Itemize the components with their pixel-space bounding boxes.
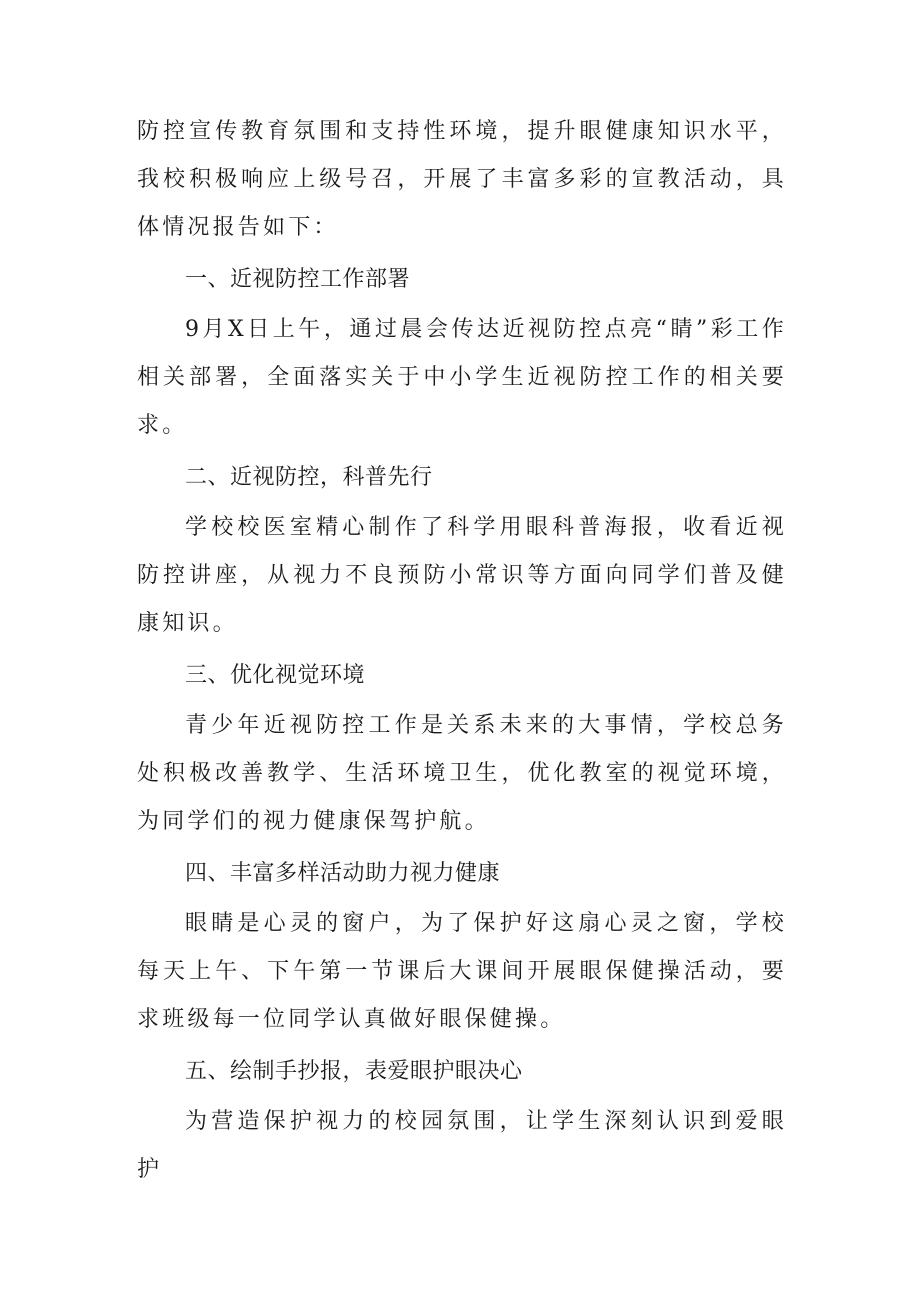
section-heading-1: 一、近视防控工作部署 (185, 267, 411, 292)
document-body (137, 108, 787, 1194)
section-body-3: 青少年近视防控工作是关系未来的大事情，学校总务处积极改善教学、生活环境卫生，优化教室的视觉环境，为同学们的视力健康保驾护航。 (137, 713, 787, 834)
section-heading-3: 三、优化视觉环境 (185, 663, 366, 688)
section-heading-4: 四、丰富多样活动助力视力健康 (185, 861, 501, 886)
section-body-1: 9月X日上午，通过晨会传达近视防控点亮“睛”彩工作相关部署，全面落实关于中小学生近视防控工作的相关要求。 (137, 317, 787, 438)
section-heading-5: 五、绘制手抄报，表爱眼护眼决心 (185, 1059, 523, 1084)
section-body-5: 为营造保护视力的校园氛围，让学生深刻认识到爱眼护 (137, 1109, 787, 1182)
intro-paragraph: 防控宣传教育氛围和支持性环境，提升眼健康知识水平，我校积极响应上级号召，开展了丰富多彩的宣教活动，具体情况报告如下： (137, 119, 787, 240)
section-body-4: 眼睛是心灵的窗户，为了保护好这扇心灵之窗，学校每天上午、下午第一节课后大课间开展眼保健操活动，要求班级每一位同学认真做好眼保健操。 (137, 911, 787, 1032)
section-body-2: 学校校医室精心制作了科学用眼科普海报，收看近视防控讲座，从视力不良预防小常识等方面向同学们普及健康知识。 (137, 515, 787, 636)
section-heading-2: 二、近视防控，科普先行 (185, 465, 433, 490)
